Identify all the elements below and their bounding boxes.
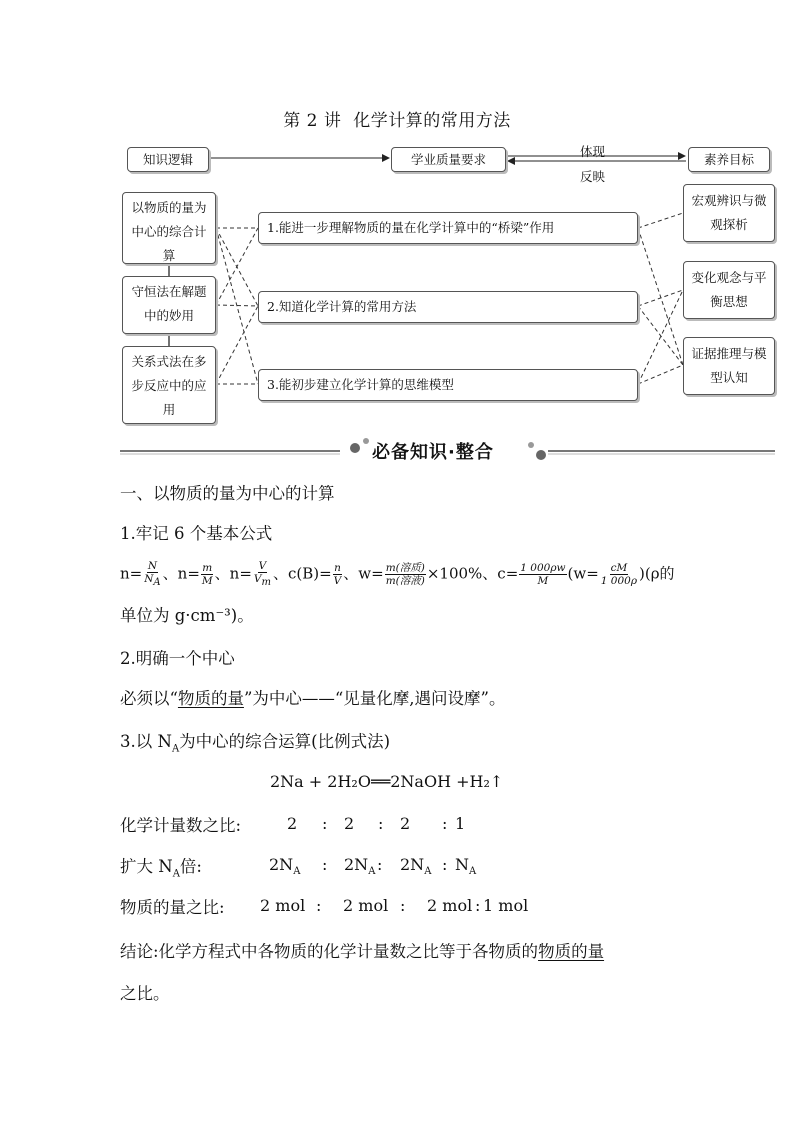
goal-box-change-equilibrium: 变化观念与平衡思想 [683, 261, 775, 319]
coeff-naoh: 2 [400, 814, 411, 833]
lecture-number: 第 2 讲 [283, 111, 342, 131]
arrow-label-embody: 体现 [580, 144, 606, 159]
reaction-equation: 2Na + 2H₂O══2NaOH +H₂↑ [270, 772, 504, 791]
na-value-1: $2N_A$ [269, 855, 301, 878]
goal-box-evidence-model: 证据推理与模型认知 [683, 337, 775, 395]
ratio-row-coeff: 化学计量数之比: [120, 816, 242, 835]
frac-n-v: $\frac{n}{V}$ [333, 562, 342, 588]
frac-w-cm: $\frac{cM}{1 000\rho}$ [600, 562, 637, 588]
left-box-relation: 关系式法在多步反应中的应用 [122, 346, 216, 424]
point-2-heading: 2.明确一个中心 [120, 649, 235, 668]
formula-line-2: 单位为 g·cm⁻³)。 [120, 606, 254, 625]
coeff-h2o: 2 [344, 814, 355, 833]
literacy-goal-box: 素养目标 [688, 147, 770, 172]
point-1-heading: 1.牢记 6 个基本公式 [120, 524, 273, 543]
requirement-3: 3.能初步建立化学计算的思维模型 [258, 369, 638, 401]
na-value-2: $2N_A$ [344, 855, 376, 878]
formula-line: n= $\frac{N}{N_A}$ 、n= $\frac{m}{M}$ 、n= $\frac{V}{V_m}$ 、c(B)= $\frac{n}{V}$ 、w= $\frac{\text{m(溶质)}}{\text{m(溶液)}}$ ×100%、c= $\frac{1 000\rho w}{M}$ (w= $\frac{cM}{1 000\rho}$ )(ρ的 [120, 560, 675, 589]
frac-m-M: $\frac{m}{M}$ [201, 562, 213, 588]
conclusion-line-1: 结论:化学方程式中各物质的化学计量数之比等于各物质的物质的量 [120, 942, 605, 961]
mol-h2o: 2 mol [343, 896, 389, 915]
quality-req-box: 学业质量要求 [391, 147, 506, 172]
coeff-na: 2 [287, 814, 298, 833]
requirement-2: 2.知道化学计算的常用方法 [258, 291, 638, 323]
na-value-3: $2N_A$ [400, 855, 432, 878]
requirement-1: 1.能进一步理解物质的量在化学计算中的“桥梁”作用 [258, 212, 638, 244]
left-box-conservation: 守恒法在解题中的妙用 [122, 276, 216, 334]
coeff-h2: 1 [455, 814, 466, 833]
left-box-mole-calc: 以物质的量为中心的综合计算 [122, 192, 216, 264]
arrow-label-reflect: 反映 [580, 169, 606, 184]
ratio-row-na: 扩大 $N_A$倍: [120, 857, 202, 880]
banner-title: 必备知识·整合 [372, 442, 494, 463]
na-value-4: $N_A$ [455, 855, 477, 878]
conclusion-line-2: 之比。 [120, 984, 170, 1003]
ratio-row-mol: 物质的量之比: [120, 898, 225, 917]
lecture-title: 化学计算的常用方法 [353, 111, 511, 131]
point-3-heading: 3.以 $N_A$为中心的综合运算(比例式法) [120, 732, 391, 755]
frac-c-rho: $\frac{1 000\rho w}{M}$ [520, 562, 566, 588]
mol-na: 2 mol [260, 896, 306, 915]
formula-tail: (ρ的 [644, 564, 675, 583]
frac-v-vm: $\frac{V}{V_m}$ [253, 560, 271, 589]
point-2-text: 必须以“物质的量”为中心——“见量化摩,遇问设摩”。 [120, 689, 506, 708]
right-links [638, 213, 683, 384]
frac-mass-fraction: $\frac{\text{m(溶质)}}{\text{m(溶液)}}$ [385, 562, 425, 588]
left-links [216, 228, 258, 384]
mol-h2: 1 mol [483, 896, 529, 915]
section-heading-1: 一、以物质的量为中心的计算 [120, 484, 335, 503]
goal-box-macro-micro: 宏观辨识与微观探析 [683, 184, 775, 242]
knowledge-logic-box: 知识逻辑 [127, 147, 209, 172]
frac-n-na: $\frac{N}{N_A}$ [144, 560, 161, 589]
mol-naoh: 2 mol [427, 896, 473, 915]
